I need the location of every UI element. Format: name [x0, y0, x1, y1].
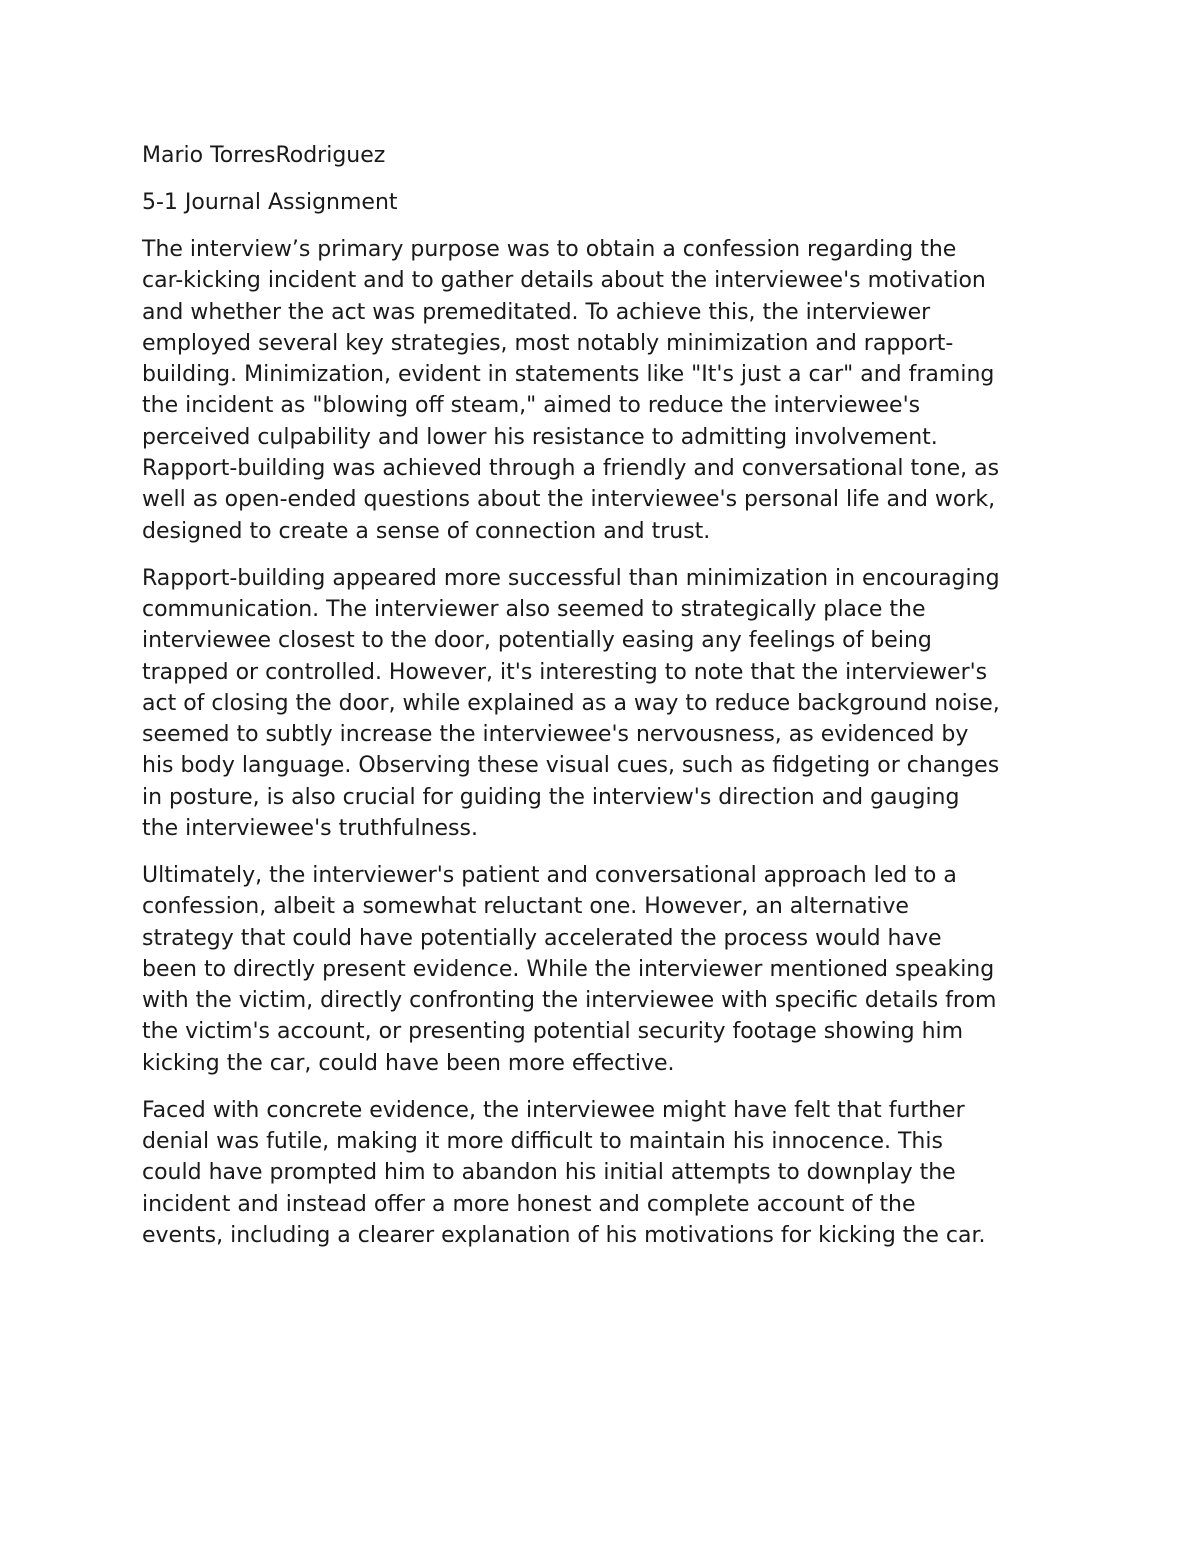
- paragraph-line: kicking the car, could have been more effective.: [142, 1050, 675, 1076]
- document-body: [142, 140, 1072, 1267]
- paragraph-line: The interview’s primary purpose was to obtain a confession regarding the: [142, 236, 957, 262]
- paragraph-line: could have prompted him to abandon his initial attempts to downplay the: [142, 1160, 956, 1186]
- paragraph-line: in posture, is also crucial for guiding the interview's direction and gauging: [142, 784, 960, 810]
- paragraph-line: been to directly present evidence. While the interviewer mentioned speaking: [142, 956, 995, 982]
- paragraph-4: [142, 1095, 1072, 1251]
- paragraph-2: [142, 563, 1072, 845]
- paragraph-line: seemed to subtly increase the interviewee's nervousness, as evidenced by: [142, 722, 969, 748]
- paragraph-line: car-kicking incident and to gather details about the interviewee's motivation: [142, 268, 986, 294]
- paragraph-line: denial was futile, making it more difficult to maintain his innocence. This: [142, 1129, 943, 1155]
- paragraph-line: interviewee closest to the door, potentially easing any feelings of being: [142, 628, 932, 654]
- author-name: Mario TorresRodriguez: [142, 143, 386, 168]
- paragraph-line: his body language. Observing these visual cues, such as fidgeting or changes: [142, 753, 1000, 779]
- paragraph-line: incident and instead offer a more honest and complete account of the: [142, 1191, 916, 1217]
- paragraph-line: Rapport-building appeared more successful than minimization in encouraging: [142, 565, 1000, 591]
- paragraph-line: building. Minimization, evident in statements like "It's just a car" and framing: [142, 362, 995, 388]
- paragraph-line: events, including a clearer explanation of his motivations for kicking the car.: [142, 1222, 986, 1248]
- paragraph-line: the interviewee's truthfulness.: [142, 816, 478, 841]
- paragraph-line: the incident as "blowing off steam," aimed to reduce the interviewee's: [142, 393, 921, 419]
- paragraph-line: act of closing the door, while explained as a way to reduce background noise,: [142, 690, 1000, 716]
- paragraph-line: Faced with concrete evidence, the interviewee might have felt that further: [142, 1097, 965, 1123]
- paragraph-line: and whether the act was premeditated. To achieve this, the interviewer: [142, 299, 931, 325]
- paragraph-line: strategy that could have potentially accelerated the process would have: [142, 925, 942, 951]
- paragraph-line: Rapport-building was achieved through a friendly and conversational tone, as: [142, 456, 1000, 482]
- paragraph-line: perceived culpability and lower his resistance to admitting involvement.: [142, 424, 938, 450]
- paragraph-line: Ultimately, the interviewer's patient and conversational approach led to a: [142, 862, 957, 888]
- paragraph-line: trapped or controlled. However, it's interesting to note that the interviewer's: [142, 659, 988, 685]
- paragraph-line: the victim's account, or presenting potential security footage showing him: [142, 1019, 964, 1045]
- paragraph-3: [142, 860, 1072, 1079]
- paragraph-line: communication. The interviewer also seemed to strategically place the: [142, 596, 926, 622]
- paragraph-line: designed to create a sense of connection and trust.: [142, 518, 711, 544]
- paragraph-line: well as open-ended questions about the interviewee's personal life and work,: [142, 487, 996, 513]
- paragraph-line: with the victim, directly confronting the interviewee with specific details from: [142, 988, 997, 1014]
- assignment-title: 5-1 Journal Assignment: [142, 189, 398, 215]
- paragraph-1: [142, 234, 1072, 547]
- paragraph-line: confession, albeit a somewhat reluctant one. However, an alternative: [142, 894, 909, 920]
- paragraph-line: employed several key strategies, most notably minimization and rapport-: [142, 330, 954, 356]
